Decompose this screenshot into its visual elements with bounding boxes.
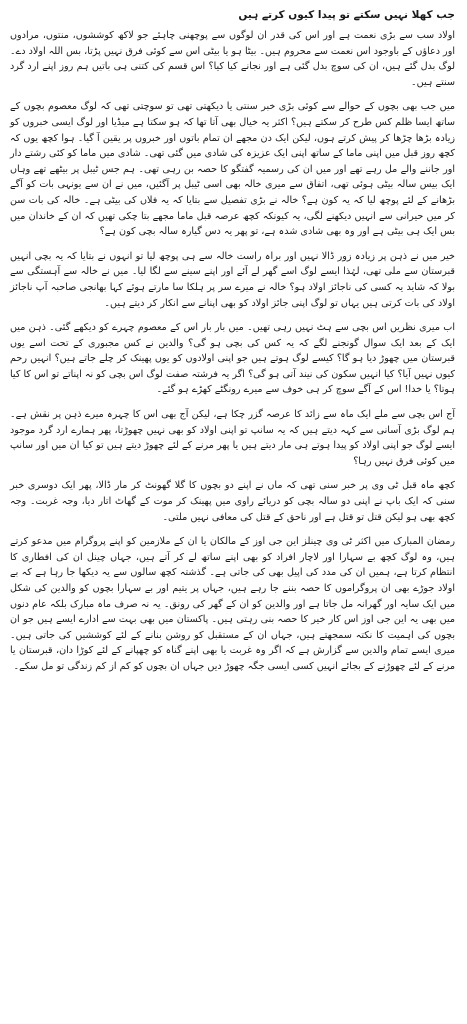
article-paragraph-4: اب میری نظریں اس بچی سے ہٹ نہیں رہی تھیں۔ میں بار بار اس کے معصوم چہرے کو دیکھے گئی۔ ذہن میں ایک کے بعد ایک سوال گونجنے لگے کہ یہ کس کی بچی ہو گی؟ والدین نے کس مجبوری کے تحت اسے یوں قبرستان میں چھوڑ دیا ہو گا؟ کیسے لوگ ہوتے ہیں جو اپنی اولادوں کو یوں پھینک کر چلے جاتے ہیں؟ انہیں رحم کیوں نہیں آیا؟ کیا انہیں سکون کی نیند آتی ہو گی؟ اگر یہ فرشتہ صفت لوگ اس بچی کو نہ اپناتے تو اس کا کیا ہوتا؟ یا خدا! اس کے آگے سوچ کر ہی خوف سے میرے رونگٹے کھڑے ہو گئے۔ (10, 322, 455, 396)
article-paragraph-6: کچھ ماہ قبل ٹی وی پر خبر سنی تھی کہ ماں نے اپنے دو بچوں کا گلا گھونٹ کر مار ڈالا، پھر ایک دوسری خبر سنی کہ ایک باپ نے اپنی دو سالہ بچی کو دریائے راوی میں پھینک کر موت کے گھاٹ اتار دیا، وجہ غربت۔ وجہ کچھ بھی ہو لیکن قتل تو قتل ہے اور ناحق کے قتل کی معافی نہیں ملتی۔ (10, 480, 455, 523)
article-paragraph-5: آج اس بچی سے ملے ایک ماہ سے زائد کا عرصہ گزر چکا ہے، لیکن آج بھی اس کا چہرہ میرے ذہن پر نقش ہے۔ ہم لوگ بڑی آسانی سے کہہ دیتے ہیں کہ یہ سانپ تو اپنی اولاد کو بھی نہیں چھوڑتا، پھر ہمارے ارد گرد موجود ایسے لوگ جو اپنی اولاد کو پیدا ہوتے ہی مار دیتے ہیں یا پھر مرنے کے لئے چھوڑ دیتے ہیں تو کیا ان میں اور سانپ میں کوئی فرق نہیں رہا؟ (10, 409, 455, 467)
article-paragraph-2: میں جب بھی بچوں کے حوالے سے کوئی بڑی خبر سنتی یا دیکھتی تھی تو سوچتی تھی کہ لوگ معصوم بچوں کے ساتھ ایسا ظلم کس طرح کر سکتے ہیں؟ اکثر یہ خیال بھی آتا تھا کہ ہو سکتا ہے میڈیا اور لوگ ایسی خبروں کو زیادہ بڑھا چڑھا کر پیش کرتے ہوں، لیکن ایک دن مجھے ان تمام باتوں اور خبروں پر یقین آ گیا۔ ہوا کچھ یوں کہ کچھ روز قبل میں اپنی ماما کے ساتھ اپنی ایک عزیزہ کی شادی میں گئی تھی۔ شادی میں ماما کو کئی رشتے دار اور جاننے والے مل رہے تھے اور میں ان کی رسمیہ گفتگو کا حصہ بن رہی تھی۔ ہم جس ٹیبل پر بیٹھے تھے وہاں ایک بیس سالہ بیٹی ہوئی تھی، اتفاق سے میری خالہ بھی اسی ٹیبل پر آگئیں، میں نے ان سے یونہی بات کو آگے بڑھانے کے لئے پوچھ لیا کہ یہ کون ہے؟ خالہ نے بڑی تفصیل سے بتایا کہ یہ فلاں کی بیٹی ہے۔ خالہ کی بات سن کر میں حیرانی سے انہیں دیکھنے لگی، یہ کیونکہ کچھ عرصہ قبل ماما مجھے بتا چکی تھیں کہ ان کے خاندان میں بس ایک ہی بیٹی ہے اور وہ بھی شادی شدہ ہے، تو پھر یہ دس گیارہ سالہ بچی کون ہے؟ (10, 101, 455, 238)
article-paragraph-7: رمضان المبارک میں اکثر ٹی وی چینلز این جی اوز کے مالکان یا ان کے ملازمین کو اپنے پروگرام میں مدعو کرتے ہیں، وہ لوگ کچھ بے سہارا اور لاچار افراد کو بھی اپنے ساتھ لے کر آتے ہیں، جہاں چینل ان کی افطاری کا انتظام کرتا ہے، ہمیں ان کی مدد کی اپیل بھی کی جاتی ہے۔ گذشتہ کچھ سالوں سے یہ دیکھا جا رہا ہے کہ بے اولاد جوڑے بھی ان پروگراموں کا حصہ بننے جا رہے ہیں، جہاں پر یتیم اور بے سہارا بچوں کو والدین کی شکل میں ایک سایہ اور گھرانہ مل جاتا ہے اور والدین کو ان کے گھر کی رونق۔ یہ نہ صرف ماہ مبارک بلکہ عام دنوں میں بھی یہ این جی اوز اس کار خیر کا حصہ بنی رہتی ہیں۔ پاکستان میں بھی بہت سے ادارے ایسے ہیں جو ان بچوں کی اہمیت کا نکتہ سمجھتے ہیں، جہاں ان کے مستقبل کو روشن بنانے کے لئے کوششیں کی جاتی ہیں۔ میری ایسے تمام والدین سے گزارش ہے کہ اگر وہ غربت یا بھی اپنے گناہ کو چھپانے کے لئے کوڑا دان، قبرستان یا مرنے کے لئے چھوڑنے کے بجائے انہیں کسی ایسی جگہ چھوڑ دیں جہاں ان بچوں کو کم از کم زندگی تو مل سکے۔ (10, 536, 455, 672)
article-paragraph-1: اولاد سب سے بڑی نعمت ہے اور اس کی قدر ان لوگوں سے پوچھنی چاہئے جو لاکھ کوششوں، منتوں، مرادوں اور دعاؤں کے باوجود اس نعمت سے محروم ہیں۔ بیٹا ہو یا بیٹی اس سے کوئی فرق نہیں پڑتا، بس اللہ اولاد دے۔ لوگ بدل گئے ہیں، ان کی سوچ بدل گئی ہے اور نجانے کیا کیا؟ اس قسم کی کتنی ہی باتیں ہم روز اپنے ارد گرد سنتے ہیں۔ (10, 30, 455, 88)
article-title: جب کھلا نہیں سکتے تو پیدا کیوں کرتے ہیں (238, 9, 455, 21)
article-paragraph-3: خیر میں نے ذہن پر زیادہ زور ڈالا نہیں اور براہ راست خالہ سے ہی پوچھ لیا تو انہوں نے بتایا کہ یہ بچی انہیں قبرستان سے ملی تھی، لہٰذا ایسے لوگ اسے گھر لے آئے اور اپنے سینے سے لگا لیا۔ میں نے خالہ سے آہستگی سے بولا کہ شاید یہ کسی کی ناجائز اولاد ہو؟ خالہ نے میرے سر پر ہلکا سا مارتے ہوئے کہا بھانجی صاحبہ آپ ناجائز اولاد کی بات کرتی ہیں یہاں تو لوگ اپنی جائز اولاد کو بھی اپنانے سے انکار کر دیتے ہیں۔ (10, 250, 455, 309)
